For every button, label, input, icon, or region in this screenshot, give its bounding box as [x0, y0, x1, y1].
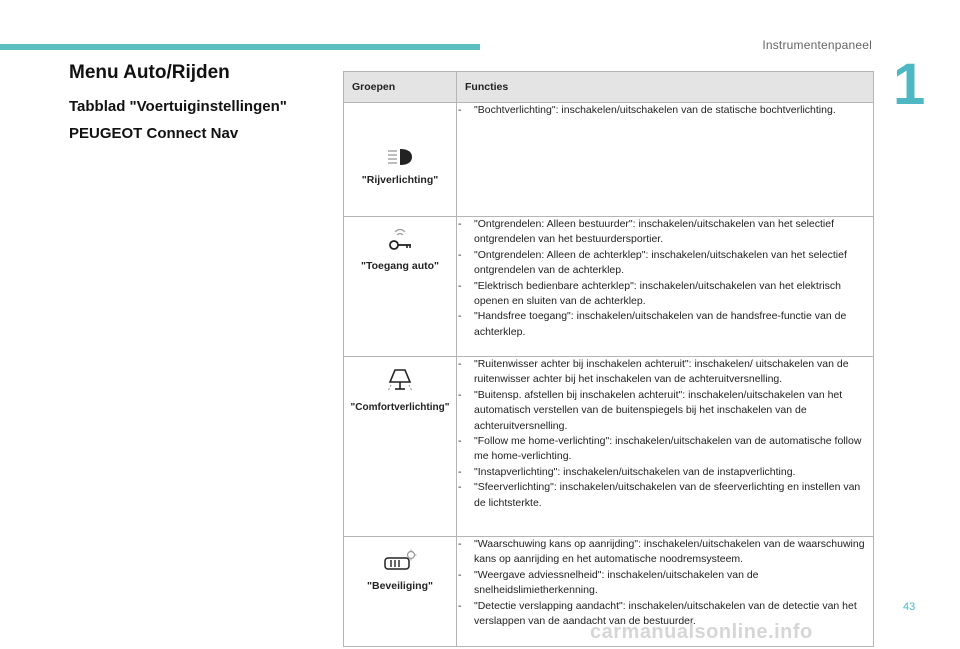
lamp-icon: [385, 367, 415, 395]
page-number: 43: [903, 601, 916, 613]
group-label: "Comfortverlichting": [350, 402, 450, 413]
function-item: - "Ontgrendelen: Alleen de achterklep": inschakelen/uitschakelen van het selectief ontgrendelen van de achterklep.: [457, 248, 873, 279]
chapter-number: 1: [893, 52, 926, 117]
tab-title: Tabblad "Voertuiginstellingen": [69, 98, 287, 115]
function-item: - "Elektrisch bedienbare achterklep": inschakelen/uitschakelen van het elektrisch openen en sluiten van de achterklep.: [457, 279, 873, 310]
function-item: - "Ruitenwisser achter bij inschakelen achteruit": inschakelen/ uitschakelen van de ruitenwisser achter bij het inschakelen van de achteruitversnelling.: [457, 357, 873, 388]
section-title: Instrumentenpaneel: [762, 38, 872, 52]
group-cell: [344, 357, 457, 537]
header-groups: Groepen: [344, 72, 457, 103]
group-label: "Beveiliging": [367, 580, 433, 592]
function-item: - "Weergave adviessnelheid": inschakelen/uitschakelen van de snelheidslimietherkenning.: [457, 568, 873, 599]
key-access-icon: [385, 227, 415, 253]
function-item: - "Bochtverlichting": inschakelen/uitschakelen van de statische bochtverlichting.: [457, 103, 873, 118]
function-item: - "Waarschuwing kans op aanrijding": inschakelen/uitschakelen van de waarschuwing kans op aanrijding en het automatische noodremsysteem.: [457, 537, 873, 568]
watermark: carmanualsonline.info: [590, 621, 813, 643]
group-label: "Rijverlichting": [361, 174, 439, 186]
function-item: - "Follow me home-verlichting": inschakelen/uitschakelen van de automatische follow me home-verlichting.: [457, 434, 873, 465]
function-item: - "Sfeerverlichting": inschakelen/uitschakelen van de sfeerverlichting en instellen van de lichtsterkte.: [457, 480, 873, 511]
headlight-icon: [385, 147, 415, 167]
function-item: - "Handsfree toegang": inschakelen/uitschakelen van de handsfree-functie van de achterklep.: [457, 309, 873, 340]
function-item: - "Buitensp. afstellen bij inschakelen achteruit": inschakelen/uitschakelen van het automatisch verstellen van de buitenspiegels bij het inschakelen van de achteruitversnelling.: [457, 388, 873, 434]
function-item: - "Ontgrendelen: Alleen bestuurder": inschakelen/uitschakelen van het selectief ontgrendelen van het bestuurdersportier.: [457, 217, 873, 248]
menu-title: Menu Auto/Rijden: [69, 62, 230, 83]
table-header-row: [344, 72, 874, 103]
functions-table: [343, 71, 874, 647]
table-row: [344, 217, 874, 357]
functions-cell: [457, 103, 874, 217]
car-safety-icon: [382, 549, 418, 573]
function-item: - "Detectie verslapping aandacht": inschakelen/uitschakelen van de detectie van het verslappen van de aandacht van de bestuurder.: [457, 599, 873, 630]
functions-cell: [457, 217, 874, 357]
header-functions: Functies: [457, 72, 874, 103]
system-title: PEUGEOT Connect Nav: [69, 125, 239, 142]
table-row: [344, 357, 874, 537]
functions-cell: [457, 357, 874, 537]
table-row: [344, 103, 874, 217]
group-cell: [344, 217, 457, 357]
header-accent-bar: [0, 44, 480, 50]
function-item: - "Instapverlichting": inschakelen/uitschakelen van de instapverlichting.: [457, 465, 873, 480]
group-cell: [344, 537, 457, 647]
group-cell: [344, 103, 457, 217]
group-label: "Toegang auto": [360, 260, 439, 272]
